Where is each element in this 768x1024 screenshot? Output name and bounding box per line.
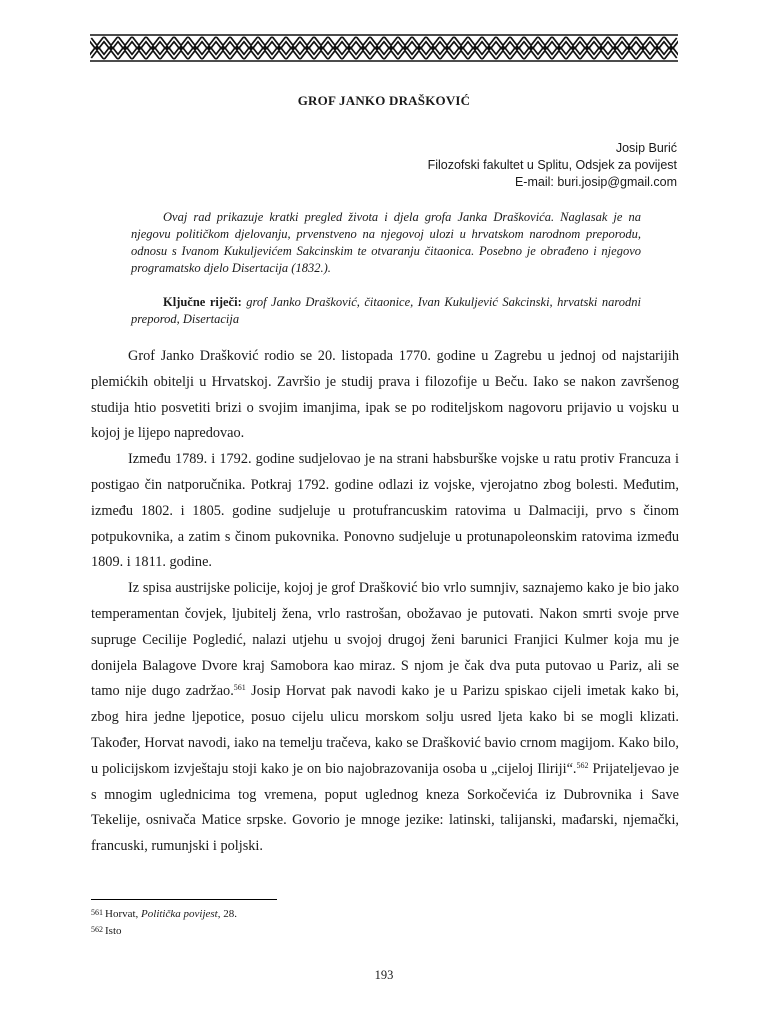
paragraph-3-part-c: Prijateljevao je s mnogim uglednicima tog vremena, poput uglednog kneza Sorkočevića iz Dubrovnika i Save Tekelije, osnivača Matice srpske. Govorio je mnoge jezike: latinski, talijanski, mađarski, njemački, francuski, rumunjski i poljski. xyxy=(91,760,679,855)
author-email: E-mail: buri.josip@gmail.com xyxy=(514,175,677,189)
page-number: 193 xyxy=(374,968,394,982)
keywords-label: Ključne riječi: xyxy=(163,295,242,309)
footnote-divider xyxy=(91,899,277,900)
abstract xyxy=(131,209,641,328)
paragraph-1: Grof Janko Drašković rodio se 20. listopada 1770. godine u Zagrebu u jednoj od najstarijih plemićkih obitelji u Hrvatskoj. Završio je studij prava i filozofije u Beču. Iako se nakon završenog studija htio posvetiti brizi o svojim imanjima, ipak se po roditeljskom nagovoru prijavio u vojsku u kojoj je lijepo napredovao. xyxy=(91,348,679,442)
article-body xyxy=(91,344,679,860)
footnote xyxy=(91,905,237,922)
footnote-number: 561 xyxy=(91,908,103,917)
paragraph-3-part-a: Iz spisa austrijske policije, kojoj je grof Drašković bio vrlo sumnjiv, saznajemo kako je bio jako temperamentan čovjek, ljubitelj žena, vrlo rastrošan, obožavao je putovati. Nakon smrti svoje prve supruge Cecilije Pogledić, nalazi utjehu u svojoj drugoj ženi barunici Franjici Kulmer koja mu je donijela Balagove Dvore kraj Samobora kao miraz. S njom je čak dva puta putovao u Pariz, ali se tamo nije dugo zadržao. xyxy=(91,580,679,700)
braided-rope-ornament-icon xyxy=(90,33,678,63)
footnotes xyxy=(91,905,237,939)
author-block xyxy=(428,140,677,191)
keywords-list: grof Janko Drašković, čitaonice, Ivan Kukuljević Sakcinski, hrvatski narodni preporod, Disertacija xyxy=(131,295,641,326)
keywords xyxy=(131,294,641,328)
footnote-source-title: Politička povijest xyxy=(141,908,218,920)
paragraph-2: Između 1789. i 1792. godine sudjelovao je na strani habsburške vojske u ratu protiv Francuza i postigao čin natporučnika. Potkraj 1792. godine odlazi iz vojske, vjerojatno zbog bolesti. Međutim, između 1802. i 1805. godine sudjeluje u protufrancuskim ratovima u Dalmaciji, prvo s činom potpukovnika, a zatim s činom pukovnika. Ponovno sudjeluje u protunapoleonskim ratovima između 1809. i 1811. godine. xyxy=(91,451,679,571)
abstract-text: Ovaj rad prikazuje kratki pregled života i djela grofa Janka Draškovića. Naglasak je na njegovu političkom djelovanju, prvenstveno na njegovoj ulozi u hrvatskom narodnom preporodu, odnosu s Ivanom Kukuljevićem Sakcinskim te otvaranju čitaonica. Posebno je obrađeno i njegovo programatsko djelo Disertacija (1832.). xyxy=(131,210,641,275)
footnote-text-end: , 28. xyxy=(217,908,237,920)
footnote-number: 562 xyxy=(91,925,103,934)
footnote-ref-561[interactable]: 561 xyxy=(233,683,246,693)
footnote-ref-562[interactable]: 562 xyxy=(576,760,589,770)
footnote-text: Isto xyxy=(105,925,122,937)
paragraph-3-part-b: Josip Horvat pak navodi kako je u Parizu spiskao cijeli imetak kako bi, zbog hira jedne ljepotice, posuo cijelu ulicu morskom solju usred ljeta kako bi se mogli klizati. Također, Horvat navodi, iako na temelju tračeva, kako se Drašković bavio crnom magijom. Kako bilo, u policijskom izvještaju stoji kako je on bio najobrazovanija osoba u „cijeloj Iliriji“. xyxy=(91,683,680,777)
footnote xyxy=(91,922,237,939)
author-name: Josip Burić xyxy=(615,141,677,155)
paragraph-3 xyxy=(91,576,679,860)
author-affiliation: Filozofski fakultet u Splitu, Odsjek za povijest xyxy=(427,158,677,172)
footnote-text: Horvat, xyxy=(105,908,142,920)
article-title: GROF JANKO DRAŠKOVIĆ xyxy=(297,93,471,108)
